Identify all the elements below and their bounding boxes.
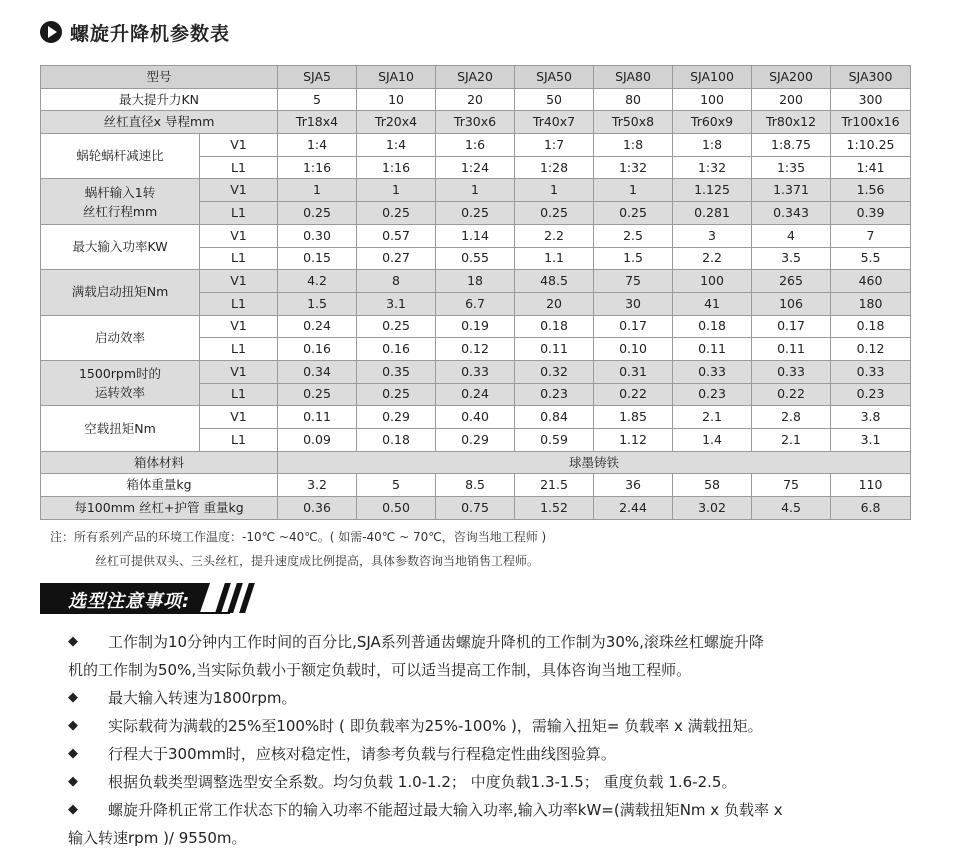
row-label-line: 1500rpm时的 (78, 366, 162, 382)
table-cell: 48.5 (515, 270, 594, 293)
table-cell: 0.09 (278, 429, 357, 452)
table-cell: 1:7 (515, 134, 594, 157)
note-line-1: 注：所有系列产品的环境工作温度：-10℃ ~40℃。( 如需-40℃ ~ 70℃，咨询当地工程师 ) (50, 530, 547, 544)
header-row (41, 66, 911, 89)
table-cell: 3.5 (752, 247, 831, 270)
row-idle-v1 (41, 406, 911, 429)
table-cell: 2.2 (515, 224, 594, 247)
table-cell: 200 (752, 88, 831, 111)
table-cell: SJA100 (673, 66, 752, 89)
table-cell: 5 (278, 88, 357, 111)
row-label-line: 丝杠行程mm (82, 203, 158, 219)
table-cell: 0.33 (752, 360, 831, 383)
table-cell: 460 (831, 270, 911, 293)
table-cell: 0.32 (515, 360, 594, 383)
table-cell: 1.85 (594, 406, 673, 429)
table-cell: 2.1 (752, 429, 831, 452)
table-cell: Tr40x7 (515, 111, 594, 134)
spec-table (40, 65, 911, 520)
table-cell: 106 (752, 292, 831, 315)
table-cell: 21.5 (515, 474, 594, 497)
table-cell: 2.1 (673, 406, 752, 429)
table-cell: 0.57 (357, 224, 436, 247)
notes (50, 525, 546, 573)
row-lift (41, 88, 911, 111)
row-power-v1 (41, 224, 911, 247)
table-cell: 1:24 (436, 156, 515, 179)
table-cell: 20 (436, 88, 515, 111)
row-label (41, 360, 200, 405)
row-weight (41, 474, 911, 497)
table-cell: 2.44 (594, 497, 673, 520)
table-cell: 1.125 (673, 179, 752, 202)
table-cell: 0.33 (436, 360, 515, 383)
table-cell: 3.02 (673, 497, 752, 520)
list-item (68, 796, 908, 852)
table-cell: 3.1 (357, 292, 436, 315)
table-cell: 4.5 (752, 497, 831, 520)
table-cell: 0.29 (357, 406, 436, 429)
table-cell: 50 (515, 88, 594, 111)
table-cell: 1:8 (594, 134, 673, 157)
table-cell: 1.371 (752, 179, 831, 202)
table-cell: 0.281 (673, 202, 752, 225)
list-item (68, 740, 908, 768)
table-cell: 0.17 (594, 315, 673, 338)
row-per100 (41, 497, 911, 520)
bullet-line (68, 740, 908, 768)
bullet-text-continued: 输入转速rpm )/ 9550m。 (68, 829, 247, 847)
table-cell: 0.24 (436, 383, 515, 406)
sub-label-v1: V1 (200, 315, 278, 338)
table-cell: 265 (752, 270, 831, 293)
table-cell: 4 (752, 224, 831, 247)
table-cell: SJA5 (278, 66, 357, 89)
section-header (40, 583, 268, 613)
table-cell: 58 (673, 474, 752, 497)
table-cell: 0.23 (673, 383, 752, 406)
bullet-text: 根据负载类型调整选型安全系数。均匀负载 1.0-1.2； 中度负载1.3-1.5； 重度负载 1.6-2.5。 (108, 773, 737, 791)
table-cell: 1:35 (752, 156, 831, 179)
table-cell: Tr18x4 (278, 111, 357, 134)
table-cell: 18 (436, 270, 515, 293)
sub-label-v1: V1 (200, 134, 278, 157)
table-cell: 4.2 (278, 270, 357, 293)
diamond-icon: ◆ (68, 746, 78, 761)
table-cell: 0.39 (831, 202, 911, 225)
diamond-icon: ◆ (68, 634, 78, 649)
table-cell: 0.16 (357, 338, 436, 361)
table-cell: 0.17 (752, 315, 831, 338)
sub-label-l1: L1 (200, 429, 278, 452)
table-cell: 0.15 (278, 247, 357, 270)
table-cell: 3.8 (831, 406, 911, 429)
table-cell: 1:4 (357, 134, 436, 157)
table-cell: 0.25 (278, 202, 357, 225)
table-cell: 2.5 (594, 224, 673, 247)
table-cell: 1:28 (515, 156, 594, 179)
row-label: 蜗轮蜗杆减速比 (41, 134, 200, 179)
table-cell: 0.11 (278, 406, 357, 429)
table-cell: 1:4 (278, 134, 357, 157)
sub-label-v1: V1 (200, 406, 278, 429)
bullet-line (68, 796, 908, 824)
table-cell: 1 (278, 179, 357, 202)
table-cell: 1:16 (278, 156, 357, 179)
row-label-line: 蜗杆输入1转 (84, 184, 156, 200)
table-cell: 0.75 (436, 497, 515, 520)
table-cell: SJA80 (594, 66, 673, 89)
row-label (41, 179, 200, 224)
note-line-2: 丝杠可提供双头、三头丝杠，提升速度成比例提高，具体参数咨询当地销售工程师。 (95, 554, 540, 568)
row-label: 满载启动扭矩Nm (41, 270, 200, 315)
sub-label-v1: V1 (200, 360, 278, 383)
title-row (40, 18, 230, 46)
table-cell: 180 (831, 292, 911, 315)
table-cell: 1:10.25 (831, 134, 911, 157)
sub-label-v1: V1 (200, 224, 278, 247)
table-cell: SJA200 (752, 66, 831, 89)
table-cell: 1 (357, 179, 436, 202)
bullet-line (68, 628, 908, 656)
table-cell: 0.50 (357, 497, 436, 520)
row-label: 每100mm 丝杠+护管 重量kg (41, 497, 278, 520)
table-cell: 0.25 (357, 202, 436, 225)
row-stroke-v1 (41, 179, 911, 202)
row-label-line: 运转效率 (94, 385, 145, 401)
table-cell: 0.31 (594, 360, 673, 383)
row-label: 箱体材料 (41, 451, 278, 474)
table-cell: 0.84 (515, 406, 594, 429)
diamond-icon: ◆ (68, 690, 78, 705)
table-cell: 3.2 (278, 474, 357, 497)
table-cell: 0.10 (594, 338, 673, 361)
page-title: 螺旋升降机参数表 (70, 22, 231, 45)
table-cell: 0.343 (752, 202, 831, 225)
bullet-text: 螺旋升降机正常工作状态下的输入功率不能超过最大输入功率,输入功率kW=(满载扭矩Nm x 负载率 x (108, 801, 783, 819)
table-cell: 6.7 (436, 292, 515, 315)
table-cell: 7 (831, 224, 911, 247)
row-torque-v1 (41, 270, 911, 293)
table-cell: 0.25 (278, 383, 357, 406)
table-cell: 5.5 (831, 247, 911, 270)
row-ratio-v1 (41, 134, 911, 157)
table-cell: 3.1 (831, 429, 911, 452)
sub-label-l1: L1 (200, 338, 278, 361)
table-cell: 0.35 (357, 360, 436, 383)
table-cell: 20 (515, 292, 594, 315)
table-cell: 1.1 (515, 247, 594, 270)
table-cell: 0.59 (515, 429, 594, 452)
row-screw (41, 111, 911, 134)
table-cell: 0.34 (278, 360, 357, 383)
table-cell: 1 (436, 179, 515, 202)
slash-mark (239, 583, 255, 613)
sub-label-v1: V1 (200, 179, 278, 202)
table-cell: 1 (594, 179, 673, 202)
table-cell: 1.5 (594, 247, 673, 270)
table-cell: SJA10 (357, 66, 436, 89)
table-cell: 2.2 (673, 247, 752, 270)
section-underline (40, 612, 230, 614)
table-cell: 0.23 (515, 383, 594, 406)
row-label: 启动效率 (41, 315, 200, 360)
table-cell: 1.56 (831, 179, 911, 202)
sub-label-l1: L1 (200, 247, 278, 270)
table-cell: SJA20 (436, 66, 515, 89)
table-cell: 0.18 (515, 315, 594, 338)
table-cell: 0.12 (436, 338, 515, 361)
table-cell: 0.24 (278, 315, 357, 338)
row-label: 箱体重量kg (41, 474, 278, 497)
table-cell: 75 (594, 270, 673, 293)
row-label: 最大输入功率KW (41, 224, 200, 269)
bullet-text: 工作制为10分钟内工作时间的百分比,SJA系列普通齿螺旋升降机的工作制为30%,滚珠丝杠螺旋升降 (108, 633, 764, 651)
table-cell: 1.12 (594, 429, 673, 452)
row-run-eff-v1 (41, 360, 911, 383)
table-cell: 1.52 (515, 497, 594, 520)
list-item (68, 628, 908, 684)
table-cell: 0.19 (436, 315, 515, 338)
sub-label-l1: L1 (200, 383, 278, 406)
table-cell: 球墨铸铁 (278, 451, 911, 474)
table-cell: 0.25 (436, 202, 515, 225)
row-label: 丝杠直径x 导程mm (41, 111, 278, 134)
table-cell: 0.11 (673, 338, 752, 361)
table-cell: Tr60x9 (673, 111, 752, 134)
row-material (41, 451, 911, 474)
list-item (68, 768, 908, 796)
table-cell: 0.25 (357, 383, 436, 406)
table-cell: 0.29 (436, 429, 515, 452)
table-cell: 1:32 (594, 156, 673, 179)
table-cell: 6.8 (831, 497, 911, 520)
table-cell: 36 (594, 474, 673, 497)
table-cell: 1:8.75 (752, 134, 831, 157)
table-cell: Tr100x16 (831, 111, 911, 134)
bullet-line (68, 768, 908, 796)
table-cell: 0.18 (357, 429, 436, 452)
table-cell: 80 (594, 88, 673, 111)
table-cell: 1:41 (831, 156, 911, 179)
table-cell: 30 (594, 292, 673, 315)
table-cell: Tr80x12 (752, 111, 831, 134)
table-cell: 0.33 (673, 360, 752, 383)
table-cell: 0.25 (357, 315, 436, 338)
table-cell: SJA50 (515, 66, 594, 89)
diamond-icon: ◆ (68, 718, 78, 733)
table-cell: 0.25 (515, 202, 594, 225)
bullet-text-continued: 机的工作制为50%,当实际负载小于额定负载时，可以适当提高工作制，具体咨询当地工程师。 (68, 661, 692, 679)
row-start-eff-v1 (41, 315, 911, 338)
table-cell: 0.27 (357, 247, 436, 270)
table-cell: 8.5 (436, 474, 515, 497)
table-cell: Tr30x6 (436, 111, 515, 134)
bullet-line (68, 684, 908, 712)
table-cell: 0.25 (594, 202, 673, 225)
table-cell: 1:8 (673, 134, 752, 157)
row-label: 空载扭矩Nm (41, 406, 200, 451)
table-cell: 75 (752, 474, 831, 497)
table-cell: 0.22 (752, 383, 831, 406)
table-cell: 0.55 (436, 247, 515, 270)
table-cell: 10 (357, 88, 436, 111)
table-cell: 0.23 (831, 383, 911, 406)
table-cell: 2.8 (752, 406, 831, 429)
diamond-icon: ◆ (68, 802, 78, 817)
table-cell: 0.30 (278, 224, 357, 247)
table-cell: 0.18 (831, 315, 911, 338)
row-label: 最大提升力KN (41, 88, 278, 111)
table-cell: 1.4 (673, 429, 752, 452)
table-cell: 100 (673, 88, 752, 111)
play-icon (40, 21, 62, 43)
table-cell: 0.40 (436, 406, 515, 429)
bullet-text: 实际载荷为满载的25%至100%时 ( 即负载率为25%-100% )，需输入扭矩= 负载率 x 满载扭矩。 (108, 717, 763, 735)
sub-label-v1: V1 (200, 270, 278, 293)
table-cell: Tr50x8 (594, 111, 673, 134)
table-cell: 0.18 (673, 315, 752, 338)
table-cell: 0.33 (831, 360, 911, 383)
table-cell: 5 (357, 474, 436, 497)
table-cell: 100 (673, 270, 752, 293)
bullet-list (68, 628, 908, 852)
table-cell: SJA300 (831, 66, 911, 89)
table-cell: 110 (831, 474, 911, 497)
table-cell: 300 (831, 88, 911, 111)
table-cell: 1:6 (436, 134, 515, 157)
table-cell: Tr20x4 (357, 111, 436, 134)
table-cell: 1.14 (436, 224, 515, 247)
table-cell: 0.22 (594, 383, 673, 406)
table-cell: 8 (357, 270, 436, 293)
bullet-text: 行程大于300mm时，应核对稳定性，请参考负载与行程稳定性曲线图验算。 (108, 745, 616, 763)
row-label: 型号 (41, 66, 278, 89)
bullet-text: 最大输入转速为1800rpm。 (108, 689, 297, 707)
table-cell: 1 (515, 179, 594, 202)
list-item (68, 684, 908, 712)
table-cell: 1:16 (357, 156, 436, 179)
table-cell: 0.16 (278, 338, 357, 361)
table-cell: 3 (673, 224, 752, 247)
table-cell: 0.12 (831, 338, 911, 361)
table-cell: 0.11 (752, 338, 831, 361)
section-title: 选型注意事项: (68, 591, 191, 612)
list-item (68, 712, 908, 740)
table-cell: 41 (673, 292, 752, 315)
bullet-line (68, 712, 908, 740)
table-cell: 0.11 (515, 338, 594, 361)
sub-label-l1: L1 (200, 292, 278, 315)
table-cell: 1.5 (278, 292, 357, 315)
sub-label-l1: L1 (200, 156, 278, 179)
table-cell: 0.36 (278, 497, 357, 520)
sub-label-l1: L1 (200, 202, 278, 225)
diamond-icon: ◆ (68, 774, 78, 789)
table-cell: 1:32 (673, 156, 752, 179)
